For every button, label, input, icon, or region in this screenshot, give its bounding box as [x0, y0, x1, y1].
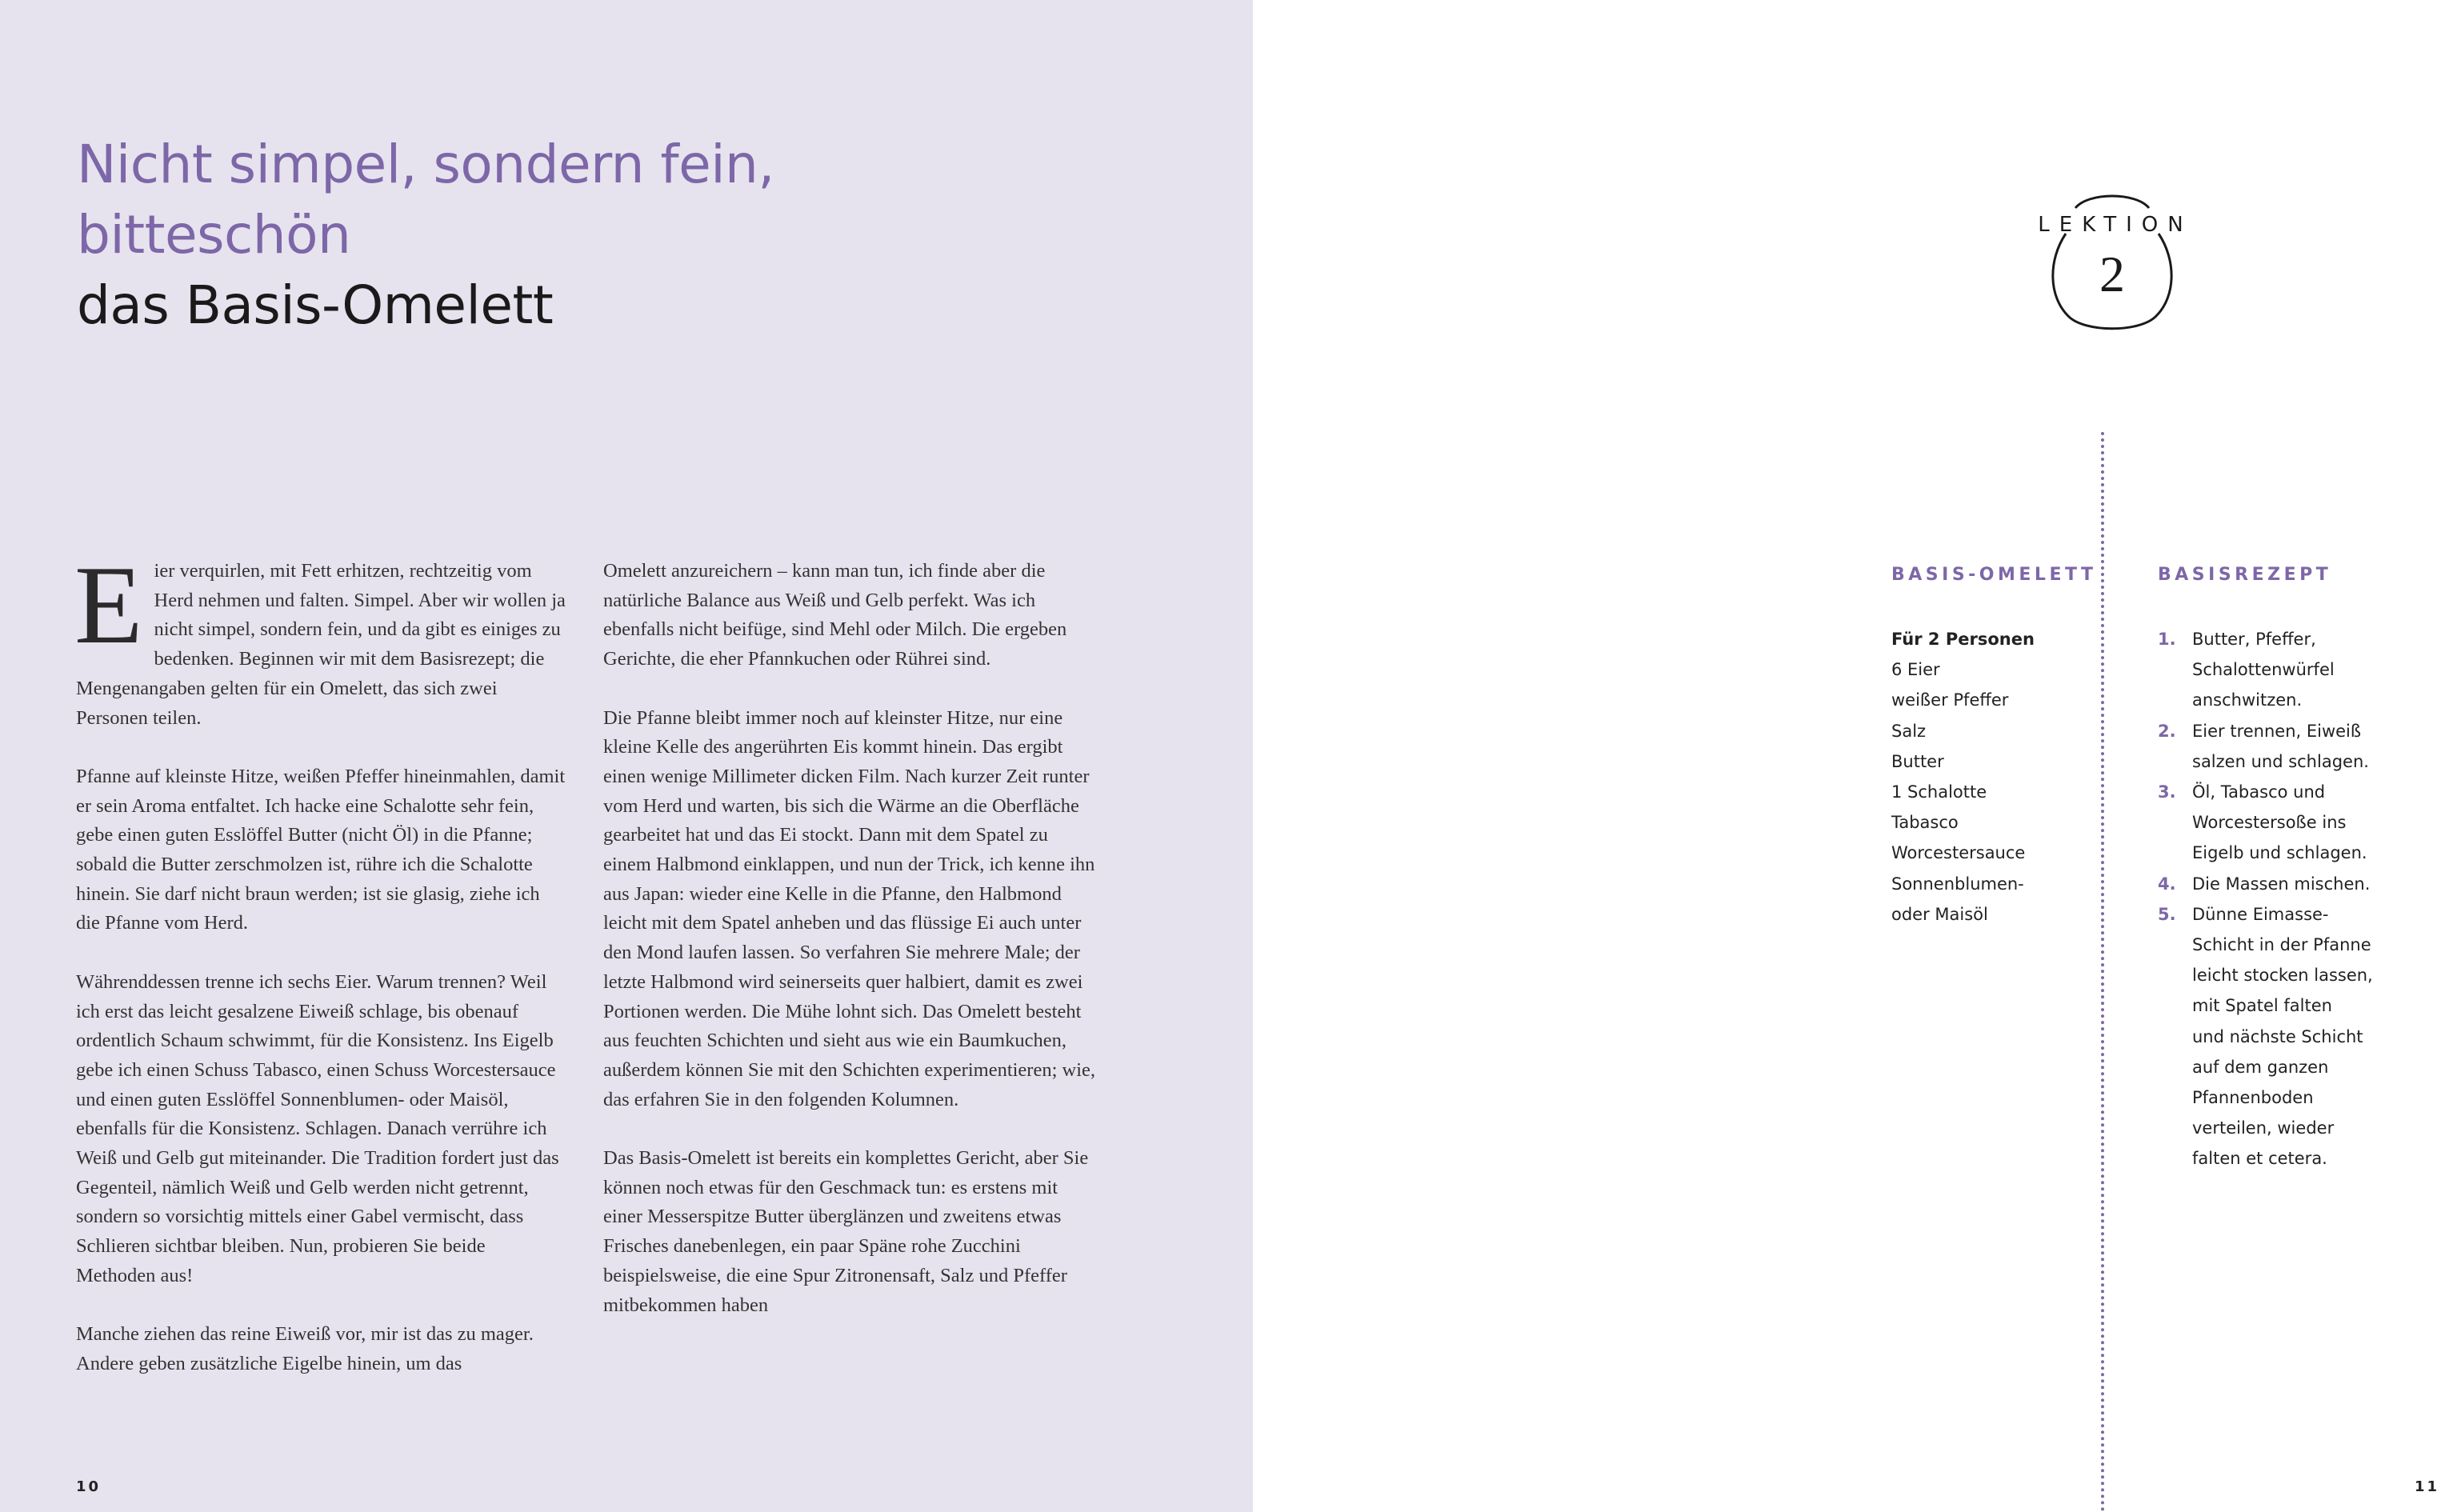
step-line: Pfannenboden [2192, 1088, 2314, 1108]
ingredient-item: Tabasco [1891, 813, 1959, 833]
step-line: Butter, Pfeffer, [2192, 630, 2316, 649]
lektion-number: 2 [2099, 246, 2125, 302]
text-column-2 [603, 557, 1096, 1350]
dotted-divider [2101, 432, 2104, 1512]
title-line-1: Nicht simpel, sondern fein, [77, 134, 774, 195]
step-line: Öl, Tabasco und [2192, 782, 2326, 802]
step-line: falten et cetera. [2192, 1149, 2327, 1169]
step-line: anschwitzen. [2192, 690, 2303, 710]
page-title [77, 130, 957, 341]
paragraph: Pfanne auf kleinste Hitze, weißen Pfeffer hineinmahlen, damit er sein Aroma entfaltet. Ich hacke eine Schalotte sehr fein, gebe einen guten Esslöffel Butter (nicht Öl) in die Pfanne; sobald die Butter zerschmolzen ist, rühre ich die Schalotte hinein. Sie darf nicht braun werden; ist sie glasig, ziehe ich die Pfanne vom Herd. [76, 765, 566, 934]
step-item [2158, 716, 2390, 777]
step-line: verteilen, wieder [2192, 1118, 2335, 1138]
page-number-left: 10 [76, 1478, 102, 1495]
title-line-3: das Basis-Omelett [77, 274, 554, 336]
paragraph: Manche ziehen das reine Eiweiß vor, mir ist das zu mager. Andere geben zusätzliche Eigelbe hinein, um das [76, 1323, 534, 1374]
ingredient-item: Sonnenblumen- [1891, 874, 2024, 894]
paragraph: Die Pfanne bleibt immer noch auf kleinster Hitze, nur eine kleine Kelle des angerührten Eis kommt hinein. Das ergibt einen wenige Millimeter dicken Film. Nach kurzer Zeit runter vom Herd und warten, bis sich die Wärme an die Oberfläche gearbeitet hat und das Ei stockt. Dann mit dem Spatel zu einem Halbmond einklappen, und nun der Trick, ich kenne ihn aus Japan: wieder eine Kelle in die Pfanne, den Halbmond leicht mit dem Spatel anheben und das flüssige Ei auch unter den Mond laufen lassen. So verfahren Sie mehrere Male; der letzte Halbmond wird seinerseits quer halbiert, damit es zwei Portionen werden. Die Mühe lohnt sich. Das Omelett besteht aus feuchten Schichten und sieht aus wie ein Baumkuchen, außerdem können Sie mit den Schichten experimentieren; wie, das erfahren Sie in den folgenden Kolumnen. [603, 706, 1096, 1110]
step-line: Worcestersoße ins [2192, 813, 2347, 833]
steps-heading: BASISREZEPT [2158, 565, 2332, 585]
step-line: leicht stocken lassen, [2192, 966, 2373, 986]
step-item [2158, 777, 2390, 869]
paragraph [74, 543, 566, 733]
step-line: Eier trennen, Eiweiß [2192, 721, 2362, 741]
steps-list [2158, 624, 2390, 1174]
step-item [2158, 624, 2390, 716]
step-number: 1. [2158, 630, 2176, 649]
text-column-1 [74, 543, 566, 1408]
step-number: 5. [2158, 904, 2176, 924]
step-line: Die Massen mischen. [2192, 874, 2371, 894]
lektion-badge [2024, 184, 2200, 344]
ingredients-heading: BASIS-OMELETT [1891, 565, 2097, 585]
step-item [2158, 899, 2390, 1174]
drop-cap: E [74, 543, 143, 667]
step-line: auf dem ganzen [2192, 1057, 2329, 1077]
ingredient-item: oder Maisöl [1891, 904, 1988, 924]
paragraph: Das Basis-Omelett ist bereits ein komplettes Gericht, aber Sie können noch etwas für den Geschmack tun: es erstens mit einer Messerspitze Butter überglänzen und zweitens etwas Frisches danebenlegen, ein paar Späne rohe Zucchini beispielsweise, die eine Spur Zitronensaft, Salz und Pfeffer mitbekommen haben [603, 1147, 1089, 1316]
page-number-right: 11 [2415, 1478, 2440, 1495]
servings-label: Für 2 Personen [1891, 630, 2035, 649]
step-line: mit Spatel falten [2192, 996, 2332, 1016]
paragraph: Omelett anzureichern – kann man tun, ich finde aber die natürliche Balance aus Weiß und Gelb perfekt. Was ich ebenfalls nicht beifüge, sind Mehl oder Milch. Die ergeben Gerichte, die eher Pfannkuchen oder Rührei sind. [603, 560, 1067, 670]
lektion-label: LEKTION [2038, 213, 2193, 237]
ingredient-item: Worcestersauce [1891, 843, 2026, 863]
step-line: salzen und schlagen. [2192, 751, 2369, 771]
step-line: Schalottenwürfel [2192, 660, 2335, 680]
paragraph: Währenddessen trenne ich sechs Eier. Warum trennen? Weil ich erst das leicht gesalzene Eiweiß schlage, bis obenauf ordentlich Schaum schwimmt, für die Konsistenz. Ins Eigelb gebe ich einen Schuss Tabasco, einen Schuss Worcestersauce und einen guten Esslöffel Sonnenblumen- oder Maisöl, ebenfalls für die Konsistenz. Schlagen. Danach verrühre ich Weiß und Gelb gut miteinander. Die Tradition fordert just das Gegenteil, nämlich Weiß und Gelb werden nicht getrennt, sondern so vorsichtig mittels einer Gabel vermischt, dass Schlieren sichtbar bleiben. Nun, probieren Sie beide Methoden aus! [76, 970, 559, 1286]
step-line: Schicht in der Pfanne [2192, 935, 2371, 955]
ingredient-item: weißer Pfeffer [1891, 690, 2009, 710]
step-number: 3. [2158, 782, 2176, 802]
paragraph-text: ier verquirlen, mit Fett erhitzen, rechtzeitig vom Herd nehmen und falten. Simpel. Aber wir wollen ja nicht simpel, sondern fein, und da gibt es einiges zu bedenken. Beginnen wir mit dem Basisrezept; die Mengenangaben gelten für ein Omelett, das sich zwei Personen teilen. [76, 560, 566, 729]
step-number: 4. [2158, 874, 2176, 894]
ingredient-item: 1 Schalotte [1891, 782, 1987, 802]
ingredients-list [1891, 624, 2083, 930]
ingredient-item: Salz [1891, 721, 1927, 741]
step-line: Eigelb und schlagen. [2192, 843, 2367, 863]
step-number: 2. [2158, 721, 2176, 741]
ingredient-item: 6 Eier [1891, 660, 1940, 680]
title-line-2: bitteschön [77, 204, 351, 266]
ingredient-item: Butter [1891, 751, 1944, 771]
step-item [2158, 869, 2390, 899]
step-line: Dünne Eimasse- [2192, 904, 2329, 924]
step-line: und nächste Schicht [2192, 1026, 2363, 1046]
